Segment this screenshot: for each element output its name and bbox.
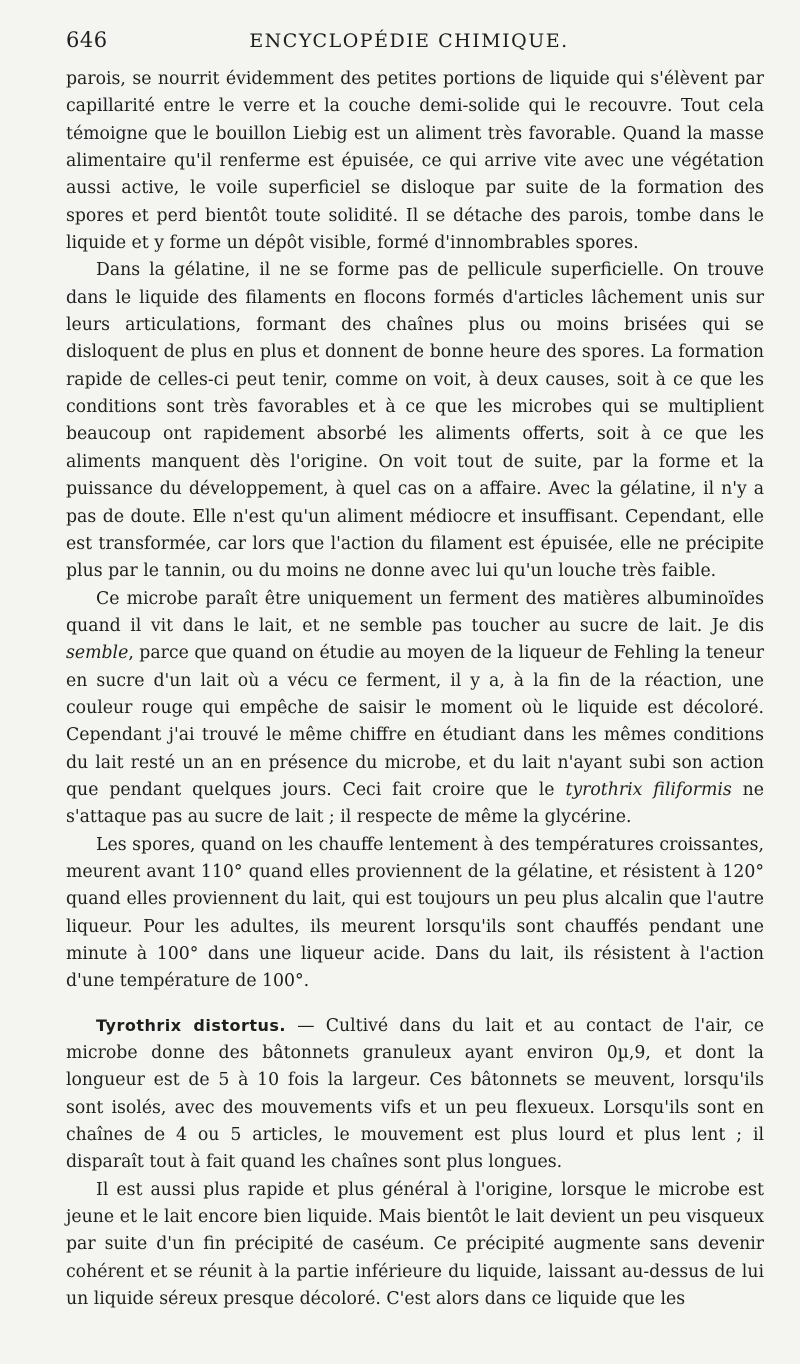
section-title: Tyrothrix distortus. <box>96 1015 287 1035</box>
paragraph-text: — Cultivé dans du lait et au contact de l'air, ce microbe donne des bâtonnets granuleux ayant environ 0µ,9, et dont la longueur est de 5 à 10 fois la largeur. Ces bâtonnets se meuvent, lorsqu'ils sont isolés, avec des mouvements vifs et un peu flexueux. Lorsqu'ils sont en chaînes de 4 ou 5 articles, le mouvement est plus lourd et plus lent ; il disparaît tout à fait quand les chaînes sont plus longues. <box>66 1015 765 1173</box>
paragraph-spores: Les spores, quand on les chauffe lentement à des températures croissantes, meurent avant 110° quand elles proviennent de la gélatine, et résistent à 120° quand elles proviennent du lait, qui est toujours un peu plus alcalin que l'autre liqueur. Pour les adultes, ils meurent lorsqu'ils sont chauffés pendant une minute à 100° dans une liqueur acide. Dans du lait, ils résistent à l'action d'une température de 100°. <box>66 834 764 992</box>
paragraph-tyrothrix-distortus <box>66 1012 764 1177</box>
running-title: ENCYCLOPÉDIE CHIMIQUE. <box>249 30 569 52</box>
paragraph-text-c: ne s'attaque pas au sucre de lait ; il respecte de même la glycérine. <box>66 779 765 828</box>
paragraph-gelatine: Dans la gélatine, il ne se forme pas de pellicule superficielle. On trouve dans le liquide des filaments en flocons formés d'articles lâchement unis sur leurs articulations, formant des chaînes plus ou moins brisées qui se disloquent de plus en plus et donnent de bonne heure des spores. La formation rapide de celles-ci peut tenir, comme on voit, à deux causes, soit à ce que les conditions sont très favorables et à ce que les microbes qui se multiplient beaucoup ont rapidement absorbé les aliments offerts, soit à ce que les aliments manquent dès l'origine. On voit tout de suite, par la forme et la puissance du développement, à quel cas on a affaire. Avec la gélatine, il n'y a pas de doute. Elle n'est qu'un aliment médiocre et insuffisant. Cependant, elle est transformée, car lors que l'action du filament est épuisée, elle ne précipite plus par le tannin, ou du moins ne donne avec lui qu'un louche très faible. <box>66 260 764 582</box>
paragraph-text-b: , parce que quand on étudie au moyen de la liqueur de Fehling la teneur en sucre d'un lait où a vécu ce ferment, il y a, à la fin de la réaction, une couleur rouge qui empêche de saisir le moment où le liquide est décoloré. Cependant j'ai trouvé le même chiffre en étudiant dans les mêmes conditions du lait resté un an en présence du microbe, et du lait n'ayant subi son action que pendant quelques jours. Ceci fait croire que le <box>66 643 765 800</box>
paragraph-origine: Il est aussi plus rapide et plus général à l'origine, lorsque le microbe est jeune et le lait encore bien liquide. Mais bientôt le lait devient un peu visqueux par suite d'un fin précipité de caséum. Ce précipité augmente sans devenir cohérent et se réunit à la partie inférieure du liquide, laissant au-dessus de lui un liquide séreux presque décoloré. C'est alors dans ce liquide que les <box>66 1179 764 1310</box>
emphasis-semble: semble <box>66 643 129 664</box>
paragraph-text-a: Ce microbe paraît être uniquement un ferment des matières albuminoïdes quand il vit dans le lait, et ne semble pas toucher au sucre de lait. Je dis <box>66 588 764 636</box>
page-number: 646 <box>66 28 108 52</box>
species-name-italic: tyrothrix filiformis <box>565 779 732 800</box>
body-text <box>66 66 764 1313</box>
paragraph-sucre-de-lait <box>66 586 764 832</box>
paragraph-continuation: parois, se nourrit évidemment des petites portions de liquide qui s'élèvent par capillarité entre le verre et la couche demi-solide qui le recouvre. Tout cela témoigne que le bouillon Liebig est un aliment très favorable. Quand la masse alimentaire qu'il renferme est épuisée, ce qui arrive vite avec une végétation aussi active, le voile superficiel se disloque par suite de la formation des spores et perd bientôt toute solidité. Il se détache des parois, tombe dans le liquide et y forme un dépôt visible, formé d'innombrables spores. <box>66 69 764 254</box>
page-header <box>66 28 764 66</box>
